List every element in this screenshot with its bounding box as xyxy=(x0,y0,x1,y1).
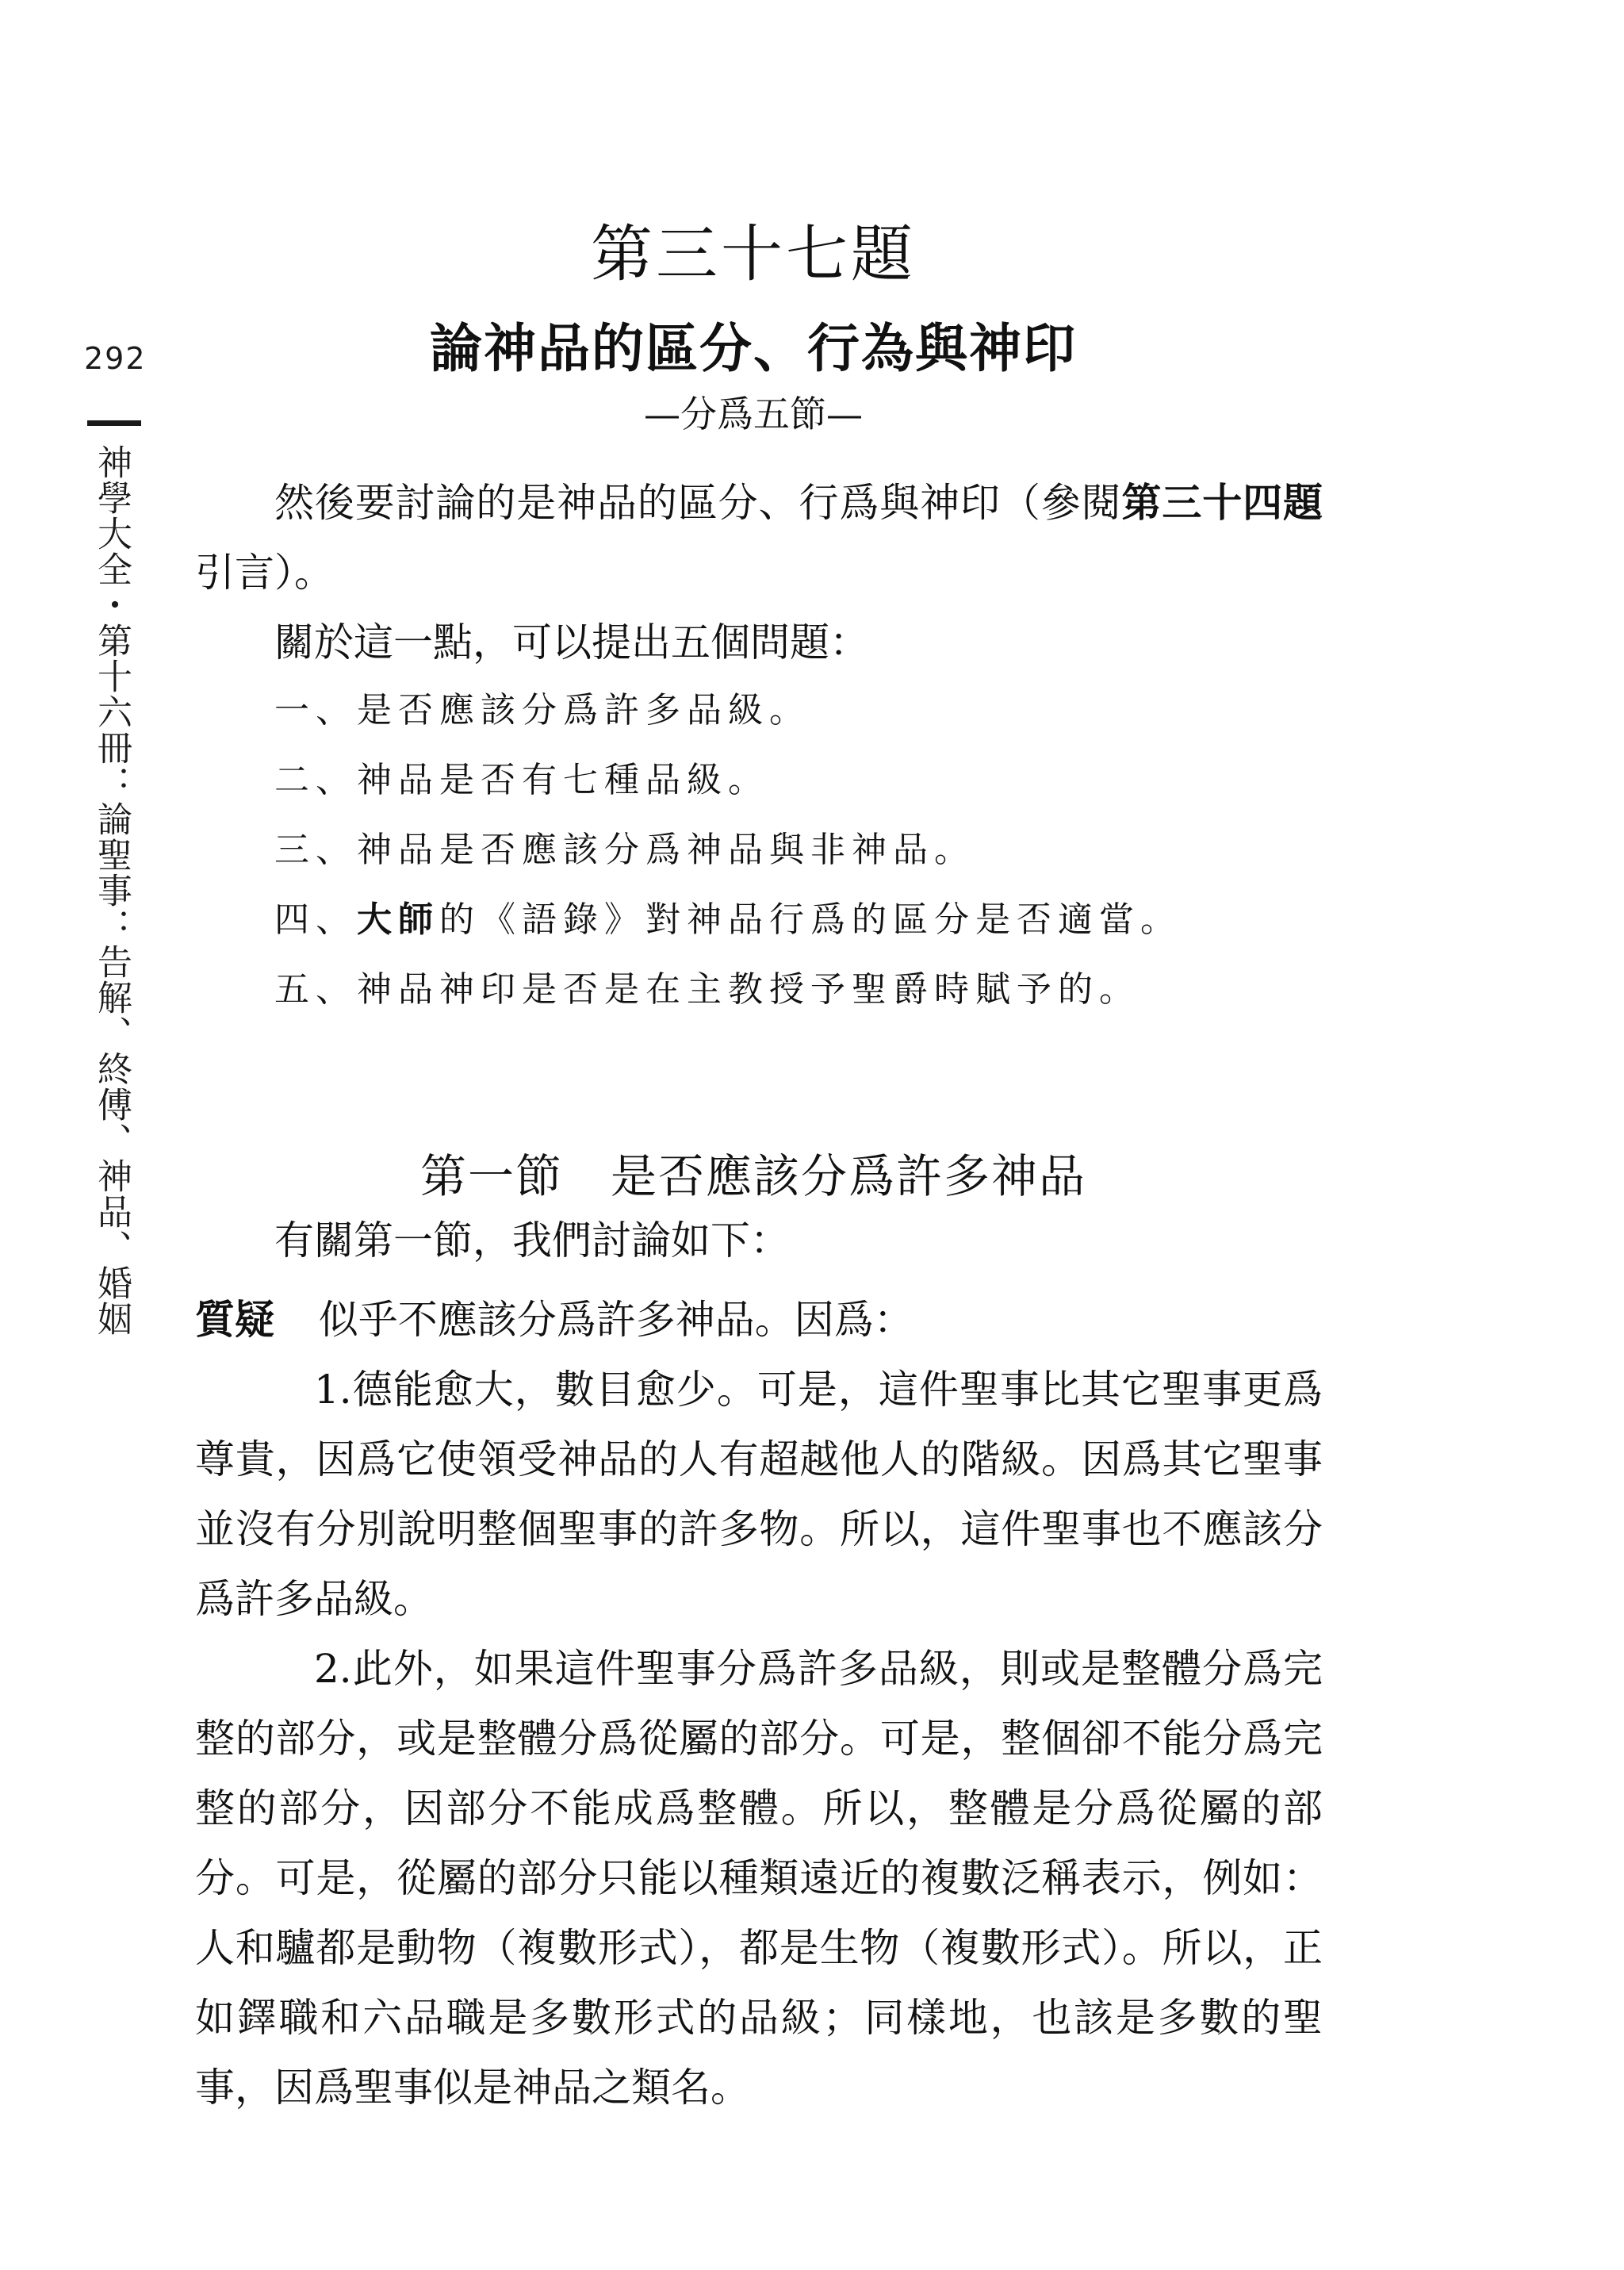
question-item: 一、是否應該分爲許多品級。 xyxy=(274,690,810,730)
intro-paragraph xyxy=(195,468,1323,677)
objection-text: 似乎不應該分爲許多神品。因爲： xyxy=(318,1297,914,1343)
question-item: 二、神品是否有七種品級。 xyxy=(274,760,769,800)
section-label: 第一節 xyxy=(419,1149,563,1203)
questions-intro: 關於這一點，可以提出五個問題： xyxy=(274,619,869,665)
page-number: 292 xyxy=(84,341,147,376)
chapter-subtitle: —分爲五節— xyxy=(644,393,863,435)
intro-ref: 第三十四題 xyxy=(1121,480,1323,526)
intro-text: 然後要討論的是神品的區分、行爲與神印（參閱 xyxy=(274,480,1122,526)
question-prefix: 四、 xyxy=(274,899,357,940)
objection-label: 質疑 xyxy=(195,1297,274,1343)
paragraph-text: 1.德能愈大，數目愈少。可是，這件聖事比其它聖事更爲尊貴，因爲它使領受神品的人有超越他人的階級。因爲其它聖事並沒有分別說明整個聖事的許多物。所以，這件聖事也不應該分爲許多品級。 xyxy=(195,1367,1323,1622)
question-item xyxy=(274,885,1305,955)
paragraph-2 xyxy=(195,1634,1323,2122)
section-heading xyxy=(0,1139,1507,1206)
question-item: 五、神品神印是否是在主教授予聖爵時賦予的。 xyxy=(274,969,1140,1010)
chapter-number: 第三十七題 xyxy=(590,219,916,290)
question-list xyxy=(274,676,1305,1025)
chapter-title: 論神品的區分、行為與神印 xyxy=(430,318,1077,379)
question-rest: 的《語錄》對神品行爲的區分是否適當。 xyxy=(439,899,1182,940)
section-title: 是否應該分爲許多神品 xyxy=(611,1149,1087,1203)
running-head: 神學大全・第十六冊：論聖事：告解、終傅、神品、婚姻 xyxy=(91,444,132,1336)
question-item: 三、神品是否應該分爲神品與非神品。 xyxy=(274,830,975,870)
paragraph-1 xyxy=(195,1355,1323,1634)
section-intro-block xyxy=(195,1206,1323,1275)
paragraph-text: 2.此外，如果這件聖事分爲許多品級，則或是整體分爲完整的部分，或是整體分爲從屬的部分。可是，整個卻不能分爲完整的部分，因部分不能成爲整體。所以，整體是分爲從屬的部分。可是，從屬的部分只能以種類遠近的複數泛稱表示，例如：人和驢都是動物（複數形式），都是生物（複數形式）。所以，正如鐸職和六品職是多數形式的品級；同樣地，也該是多數的聖事，因爲聖事似是神品之類名。 xyxy=(195,1646,1323,2111)
section-intro: 有關第一節，我們討論如下： xyxy=(274,1217,790,1263)
question-bold: 大師 xyxy=(357,899,439,940)
objection-heading xyxy=(195,1285,914,1355)
intro-text-end: 引言）。 xyxy=(195,550,334,596)
